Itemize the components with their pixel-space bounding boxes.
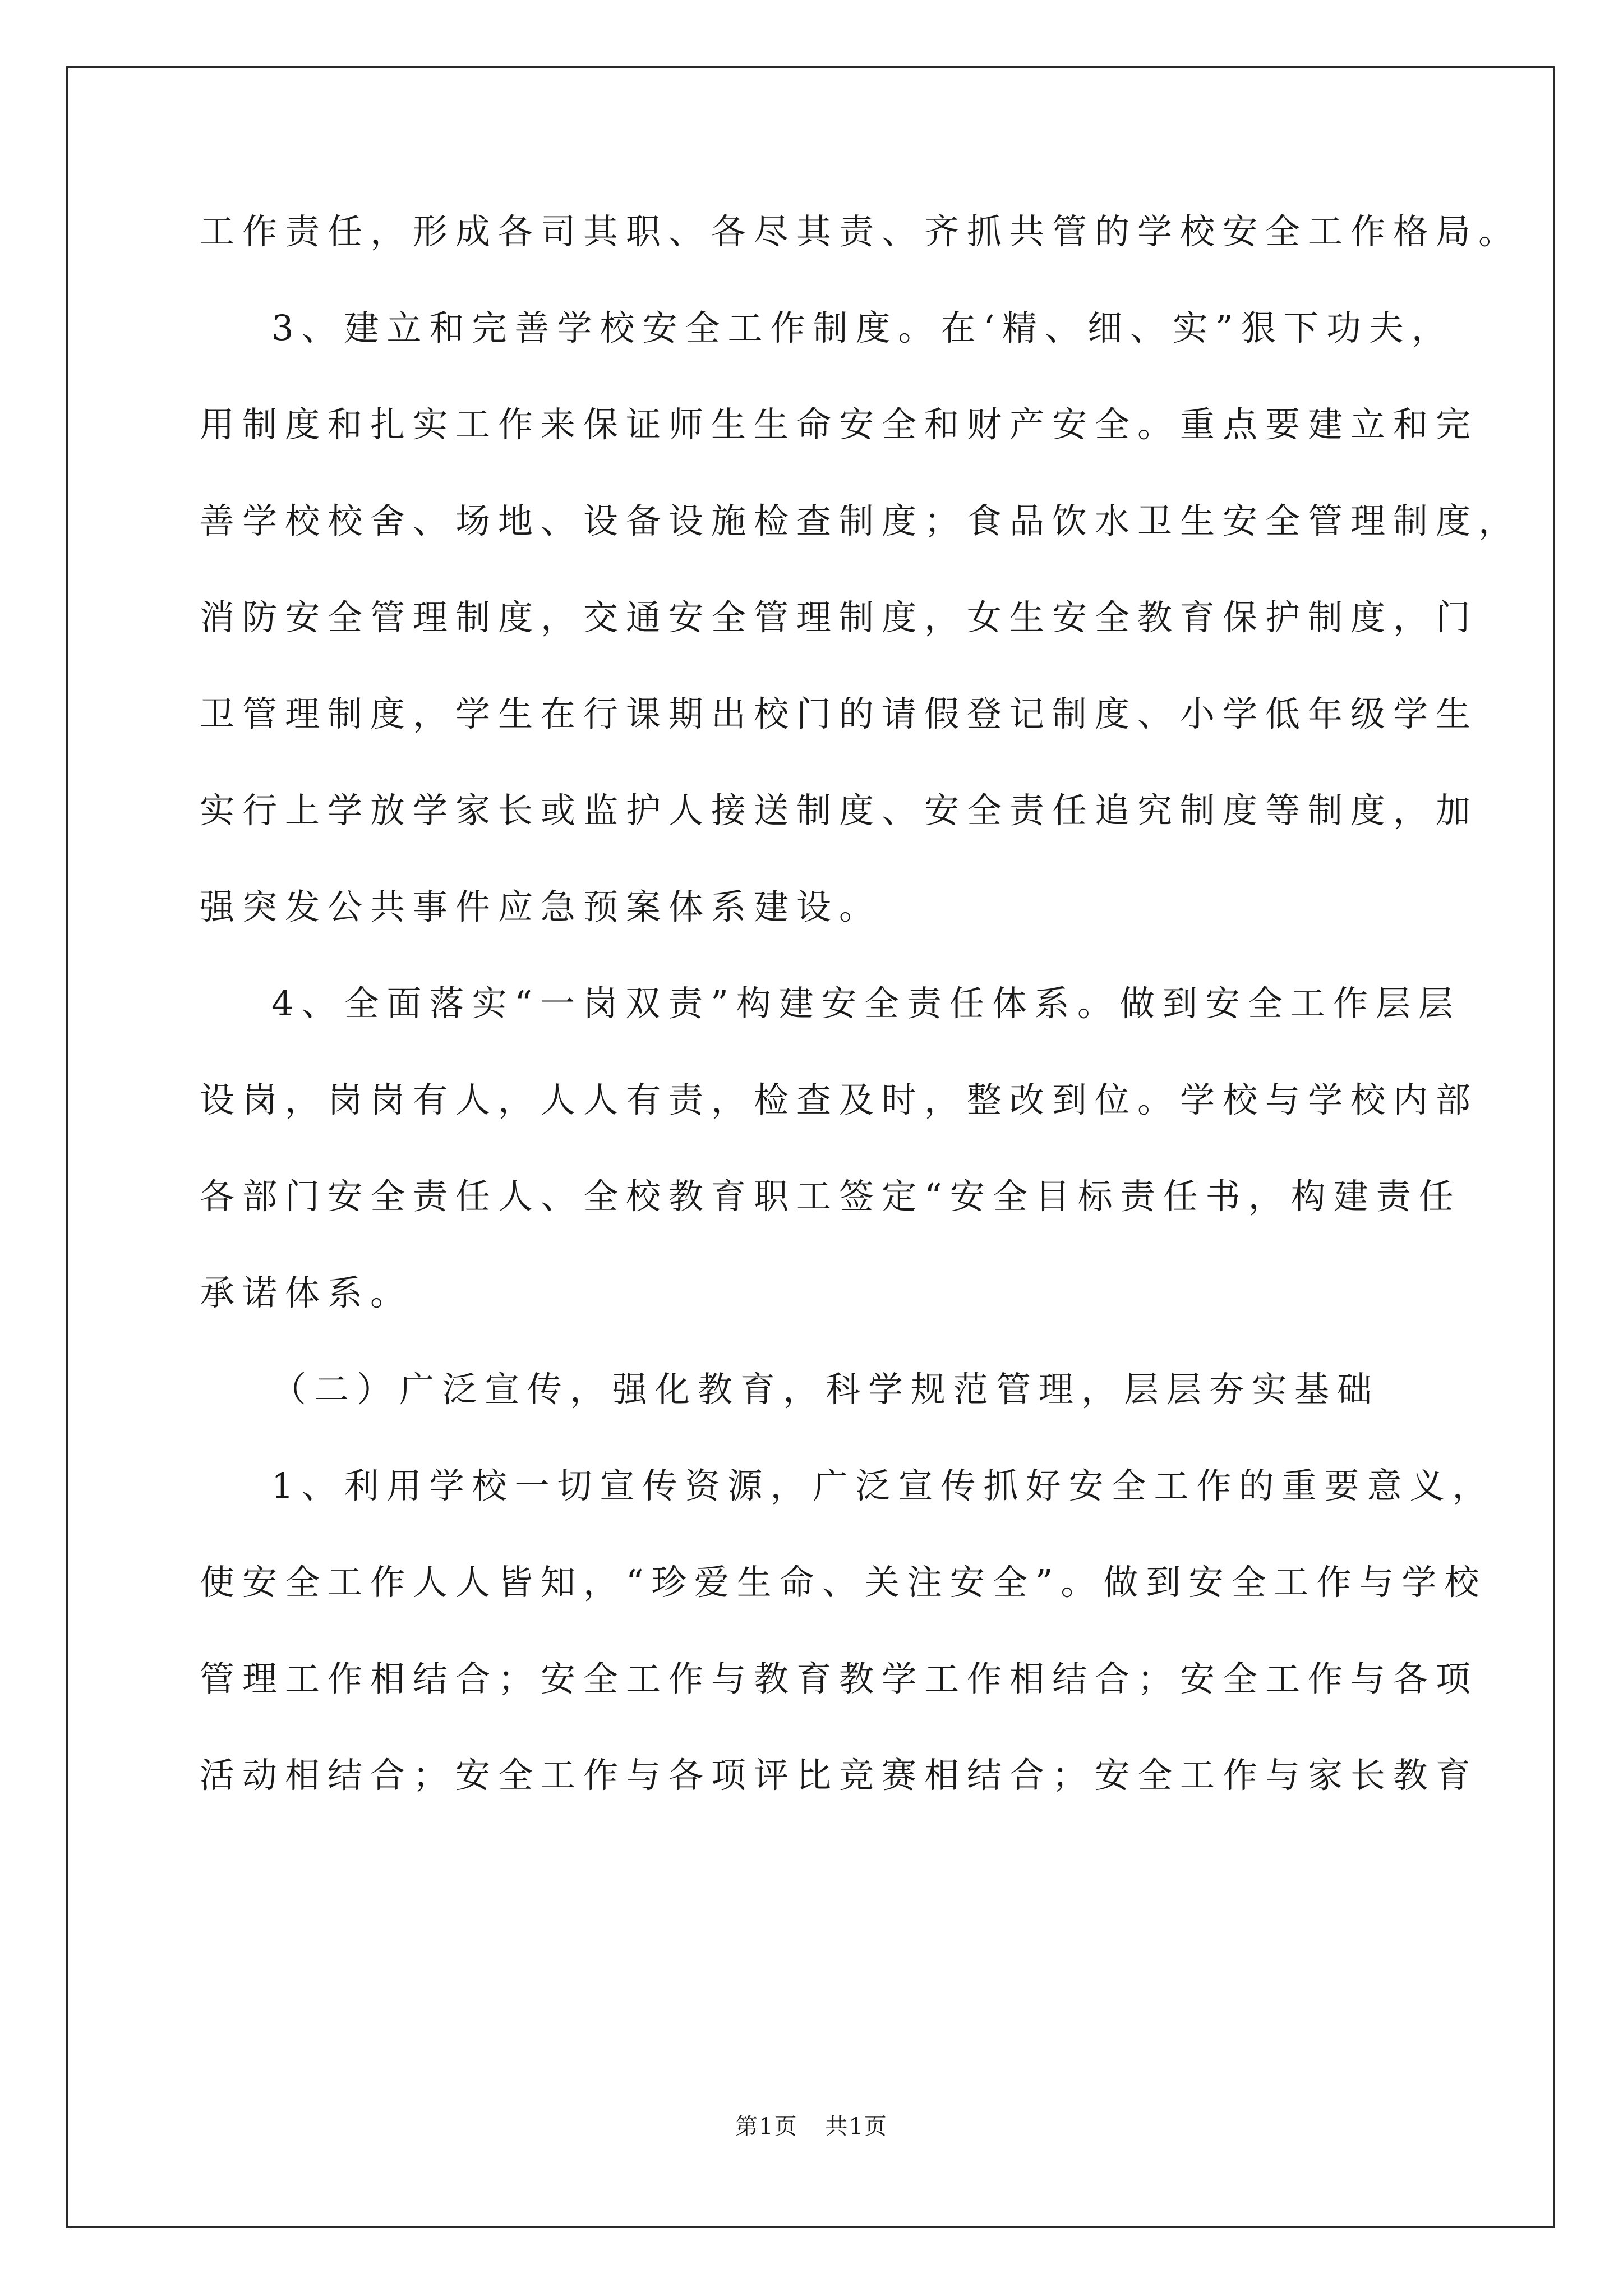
text-line: 用制度和扎实工作来保证师生生命安全和财产安全。重点要建立和完	[200, 404, 1479, 445]
text-line: 实行上学放学家长或监护人接送制度、安全责任追究制度等制度，加	[200, 790, 1479, 831]
section-heading: （二）广泛宣传，强化教育，科学规范管理，层层夯实基础	[271, 1369, 1380, 1410]
text-line: 使安全工作人人皆知，“珍爱生命、关注安全”。做到安全工作与学校	[200, 1562, 1487, 1603]
text-line: 工作责任，形成各司其职、各尽其责、齐抓共管的学校安全工作格局。	[200, 211, 1521, 252]
text-line: 3、建立和完善学校安全工作制度。在‘精、细、实”狠下功夫，	[271, 307, 1454, 348]
text-line: 各部门安全责任人、全校教育职工签定“安全目标责任书，构建责任	[200, 1176, 1461, 1217]
document-body	[200, 206, 1521, 1847]
page-footer	[0, 2113, 1623, 2141]
text-line: 消防安全管理制度，交通安全管理制度，女生安全教育保护制度，门	[200, 597, 1479, 638]
text-line: 活动相结合；安全工作与各项评比竞赛相结合；安全工作与家长教育	[200, 1755, 1479, 1796]
text-line: 承诺体系。	[200, 1272, 413, 1313]
page-total: 共1页	[825, 2114, 888, 2139]
text-line: 设岗，岗岗有人，人人有责，检查及时，整改到位。学校与学校内部	[200, 1079, 1479, 1120]
text-line: 善学校校舍、场地、设备设施检查制度；食品饮水卫生安全管理制度，	[200, 500, 1521, 541]
text-line: 4、全面落实“一岗双责”构建安全责任体系。做到安全工作层层	[271, 983, 1461, 1024]
text-line: 强突发公共事件应急预案体系建设。	[200, 886, 882, 927]
page-number: 第1页	[735, 2114, 798, 2139]
text-line: 卫管理制度，学生在行课期出校门的请假登记制度、小学低年级学生	[200, 693, 1479, 734]
text-line: 1、利用学校一切宣传资源，广泛宣传抓好安全工作的重要意义，	[271, 1465, 1495, 1506]
text-line: 管理工作相结合；安全工作与教育教学工作相结合；安全工作与各项	[200, 1658, 1479, 1699]
